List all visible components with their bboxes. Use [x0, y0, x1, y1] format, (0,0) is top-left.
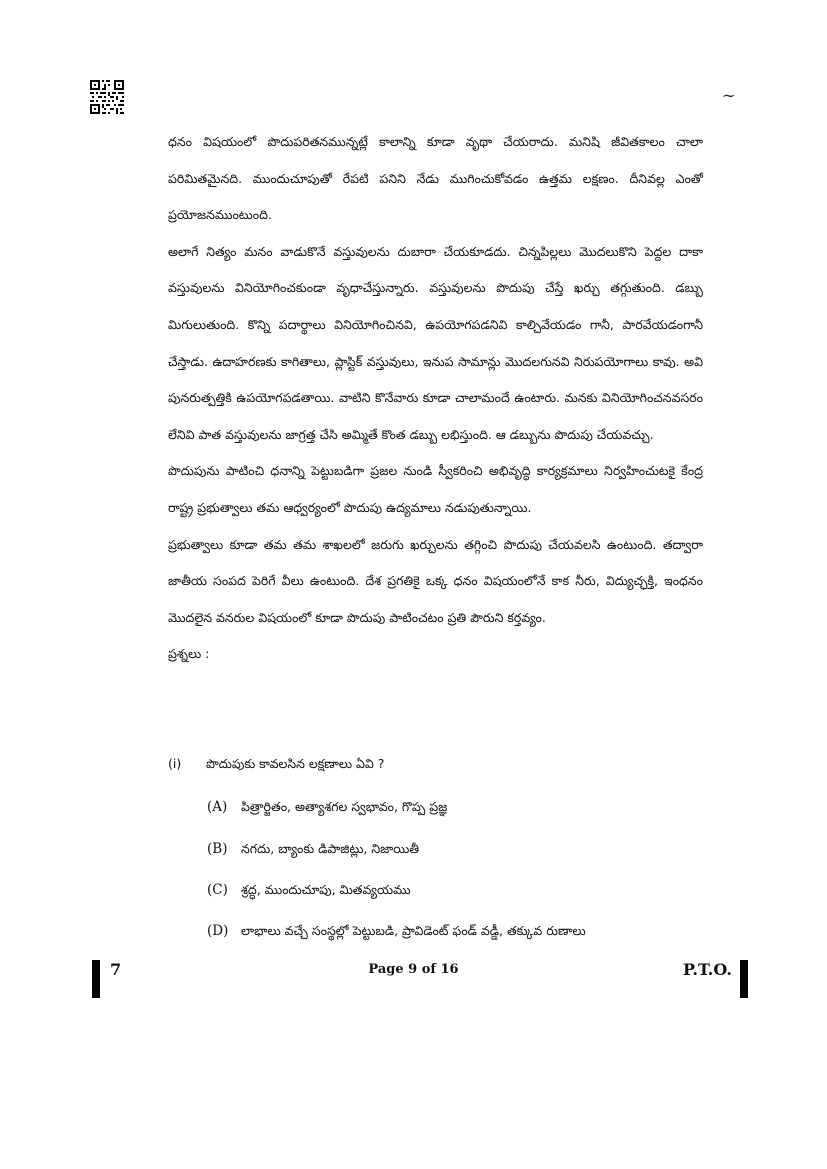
option-letter: (D)	[207, 923, 229, 939]
passage-paragraph: ప్రభుత్వాలు కూడా తమ తమ శాఖలలో జరుగు ఖర్చులను తగ్గించి పొదుపు చేయవలసి ఉంటుంది. తద్వారా జాతీయ సంపద పెరిగే వీలు ఉంటుంది. దేశ ప్రగతికై ఒక్క ధనం విషయంలోనే కాక నీరు, విద్యుచ్ఛక్తి, ఇంధనం మొదలైన వనరుల విషయంలో కూడా పొదుపు పాటించటం ప్రతి పౌరుని కర్తవ్యం.	[168, 536, 703, 625]
header-mark: ~	[722, 86, 736, 105]
please-turn-over: P.T.O.	[683, 960, 732, 979]
qr-code-icon	[90, 80, 124, 114]
option-text: నగదు, బ్యాంకు డిపాజిట్లు, నిజాయితీ	[241, 841, 420, 856]
page-number: Page 9 of 16	[368, 962, 459, 977]
option-text: లాభాలు వచ్చే సంస్థల్లో పెట్టుబడి, ప్రావిడెంట్ ఫండ్ వడ్డీ, తక్కువ రుణాలు	[241, 923, 586, 938]
option-letter: (C)	[207, 882, 228, 898]
passage-paragraph: ధనం విషయంలో పొదుపరితనమున్నట్లే కాలాన్ని కూడా వృథా చేయరాదు. మనిషి జీవితకాలం చాలా పరిమితమైనది. ముందుచూపుతో రేపటి పనిని నేడు ముగించుకోవడం ఉత్తమ లక్షణం. దీనివల్ల ఎంతో ప్రయోజనముంటుంది.	[168, 134, 703, 223]
passage-paragraph: పొదుపును పాటించి ధనాన్ని పెట్టుబడిగా ప్రజల నుండి స్వీకరించి అభివృద్ధి కార్యక్రమాలు నిర్వహించుటకై కేంద్ర రాష్ట్ర ప్రభుత్వాలు తమ ఆధ్వర్యంలో పొదుపు ఉద్యమాలు నడుపుతున్నాయి.	[168, 463, 703, 515]
option-c	[207, 882, 411, 901]
option-letter: (A)	[207, 799, 228, 815]
option-letter: (B)	[207, 841, 228, 857]
option-b	[207, 841, 419, 860]
question-paper-code: 7	[110, 960, 122, 979]
option-a	[207, 799, 447, 818]
option-text: శ్రద్ధ, ముందుచూపు, మితవ్యయము	[241, 882, 411, 897]
question-number: (i)	[168, 756, 182, 771]
passage	[168, 124, 703, 673]
passage-paragraph: అలాగే నిత్యం మనం వాడుకొనే వస్తువులను దుబారా చేయకూడదు. చిన్నపిల్లలు మొదలుకొని పెద్దల దాకా వస్తువులను వినియోగించకుండా వృధాచేస్తున్నారు. వస్తువులను పొదుపు చేస్తే ఖర్చు తగ్గుతుంది. డబ్బు మిగులుతుంది. కొన్ని పదార్థాలు వినియోగించినవి, ఉపయోగపడనివి కాల్చివేయడం గానీ, పారవేయడంగానీ చేస్తాడు. ఉదాహరణకు కాగితాలు, ప్లాస్టిక్ వస్తువులు, ఇనుప సామాన్లు మొదలగునవి నిరుపయోగాలు కావు. అవి పునరుత్పత్తికి ఉపయోగపడతాయి. వాటిని కొనేవారు కూడా చాలామందే ఉంటారు. మనకు వినియోగించనవసరం లేనివి పాత వస్తువులను జాగ్రత్త చేసి అమ్మితే కొంత డబ్బు లభిస్తుంది. ఆ డబ్బును పొదుపు చేయవచ్చు.	[168, 243, 703, 442]
question-text: పొదుపుకు కావలసిన లక్షణాలు ఏవి ?	[206, 756, 385, 771]
option-text: పిత్రార్జితం, అత్యాశగల స్వభావం, గొప్ప ప్రజ్ఞ	[241, 799, 448, 814]
questions-heading: ప్రశ్నలు :	[168, 646, 210, 662]
question-row	[168, 756, 384, 775]
option-d	[207, 923, 586, 942]
footer-right-bar	[740, 960, 748, 998]
